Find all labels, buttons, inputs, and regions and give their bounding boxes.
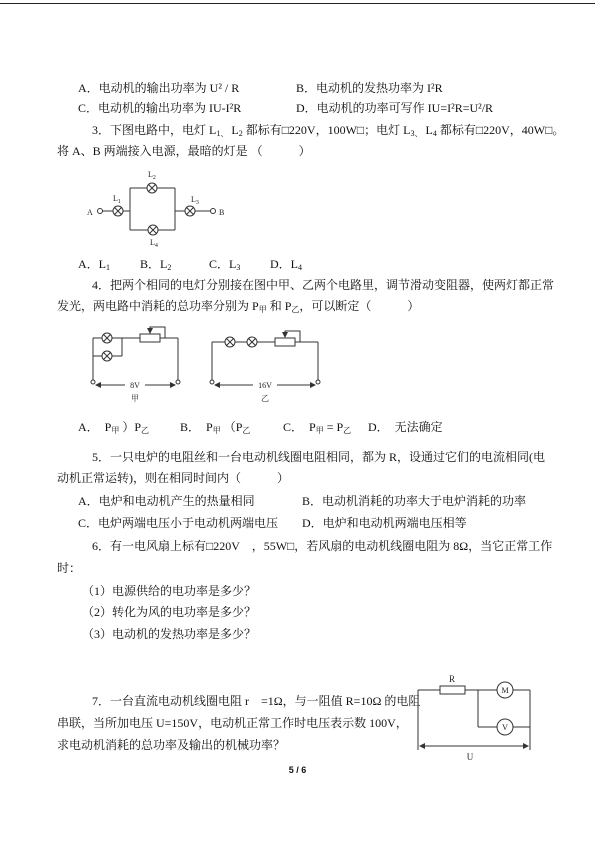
q3-stem-text: L bbox=[422, 123, 433, 137]
lamp-l1 bbox=[113, 206, 123, 216]
q2-option-a: A．电动机的输出功率为 U² / R bbox=[78, 81, 240, 95]
q3-stem-sub: 1、 bbox=[216, 129, 229, 138]
lamp-index: 2 bbox=[152, 175, 156, 181]
circuit-jia bbox=[91, 327, 180, 403]
terminal-a bbox=[98, 209, 103, 214]
q4-stem-text: 和 P bbox=[266, 299, 292, 313]
lamp-l2 bbox=[147, 183, 157, 193]
q5-option-a: A．电炉和电动机产生的热量相同 bbox=[78, 494, 255, 508]
option-text: B． P bbox=[180, 420, 213, 434]
q3-stem-text: 都标有□220V，100W□；电灯 L bbox=[242, 123, 411, 137]
option-sub: 乙 bbox=[242, 426, 251, 435]
motor-label: M bbox=[501, 686, 509, 695]
q5-option-d: D．电炉和电动机两端电压相等 bbox=[302, 516, 467, 530]
option-label: B．L bbox=[140, 257, 168, 271]
q7-line-3: 求电动机消耗的总功率及输出的机械功率？ bbox=[57, 738, 286, 752]
option-label: A．L bbox=[78, 257, 106, 271]
q5-stem-line-1: 5．一只电炉的电阻丝和一台电动机线圈电阻相同，都为 R，设通过它们的电流相同(电 bbox=[92, 450, 546, 464]
terminal bbox=[176, 380, 180, 384]
circuit-yi bbox=[210, 331, 320, 403]
option-text: = P bbox=[323, 420, 344, 434]
option-label: C．L bbox=[209, 257, 237, 271]
q6-stem-line-1: 6．有一电风扇上标有□220V ，55W□，若风扇的电动机线圈电阻为 8Ω，当它正常工作 bbox=[92, 539, 553, 553]
option-label: D．L bbox=[270, 257, 298, 271]
q7-circuit-diagram bbox=[410, 672, 540, 767]
voltmeter-label: V bbox=[502, 723, 508, 732]
q4-option-c bbox=[283, 419, 351, 435]
lamp-l3-label bbox=[191, 195, 199, 206]
page-number: 5 / 6 bbox=[288, 765, 307, 775]
q7-line-1: 7．一台直流电动机线圈电阻 r =1Ω，与一阻值 R=10Ω 的电阻 bbox=[92, 694, 421, 708]
terminal-b bbox=[211, 209, 216, 214]
q3-option-d bbox=[270, 256, 302, 272]
option-sub: 1 bbox=[106, 263, 110, 272]
jia-voltage-label: 8V bbox=[130, 381, 140, 390]
q4-stem-line-2 bbox=[57, 298, 419, 314]
rheostat-slider bbox=[150, 327, 165, 338]
q4-option-b bbox=[180, 419, 250, 435]
terminal bbox=[91, 380, 95, 384]
option-sub: 乙 bbox=[343, 426, 352, 435]
option-text: （P bbox=[220, 420, 243, 434]
q3-stem-line-2: 将 A、B 两端接入电源，最暗的灯是 （ ） bbox=[57, 144, 311, 158]
q4-stem-text: 发光，两电路中消耗的总功率分别为 P bbox=[57, 299, 259, 313]
lamp bbox=[102, 351, 112, 361]
q5-option-c: C．电炉两端电压小于电动机两端电压 bbox=[78, 516, 279, 530]
lamp-index: 3 bbox=[195, 200, 199, 206]
lamp-l4 bbox=[148, 225, 158, 235]
yi-caption: 乙 bbox=[261, 394, 269, 403]
q4-circuit-diagrams bbox=[85, 320, 325, 405]
option-text: D． 无法确定 bbox=[368, 420, 443, 434]
lamp bbox=[247, 337, 257, 347]
option-sub: 4 bbox=[298, 263, 302, 272]
q6-subquestion-1: （1）电源供给的电功率是多少？ bbox=[82, 584, 257, 598]
lamp-letter: L bbox=[148, 170, 153, 179]
lamp-index: 1 bbox=[117, 199, 121, 205]
q3-stem-text: 都标有□220V，40W□。 bbox=[436, 123, 565, 137]
resistor bbox=[440, 686, 465, 694]
rheostat-slider bbox=[285, 331, 300, 342]
option-text: ）P bbox=[119, 420, 142, 434]
option-sub: 乙 bbox=[141, 426, 150, 435]
q5-option-b: B．电动机消耗的功率大于电炉消耗的功率 bbox=[302, 494, 527, 508]
jia-caption: 甲 bbox=[131, 394, 139, 403]
q4-option-d bbox=[368, 419, 443, 435]
q3-stem-text: 3．下图电路中，电灯 L bbox=[92, 123, 217, 137]
rheostat bbox=[140, 334, 160, 342]
q6-stem-line-2: 时： bbox=[57, 561, 82, 575]
q2-option-b: B．电动机的发热功率为 I²R bbox=[296, 81, 443, 95]
q6-subquestion-2: （2）转化为风的电功率是多少？ bbox=[82, 605, 257, 619]
q3-stem-sub: 4 bbox=[432, 129, 437, 138]
option-text: A． P bbox=[78, 420, 112, 434]
terminal-a-label: A bbox=[87, 208, 93, 217]
q3-stem-text: L bbox=[228, 123, 239, 137]
voltage-label: U bbox=[466, 752, 474, 762]
option-text: C． P bbox=[283, 420, 316, 434]
lamp bbox=[225, 337, 235, 347]
q4-stem-sub: 乙 bbox=[291, 305, 300, 314]
option-sub: 2 bbox=[167, 263, 172, 272]
q3-stem-line-1 bbox=[92, 122, 564, 138]
lamp bbox=[102, 333, 112, 343]
option-sub: 甲 bbox=[111, 426, 120, 435]
lamp-letter: L bbox=[113, 194, 118, 203]
q6-subquestion-3: （3）电动机的发热功率是多少？ bbox=[82, 627, 257, 641]
q7-line-2: 串联，当所加电压 U=150V，电动机正常工作时电压表示数 100V， bbox=[57, 716, 408, 730]
q4-option-a bbox=[78, 419, 149, 435]
q4-stem-text: ，可以断定（ ） bbox=[299, 299, 420, 313]
q3-circuit-diagram bbox=[85, 163, 230, 251]
page-top-rule bbox=[0, 3, 595, 4]
q5-stem-line-2: 动机正常运转)，则在相同时间内（ ） bbox=[57, 471, 289, 485]
option-sub: 甲 bbox=[315, 426, 324, 435]
q3-option-c bbox=[209, 256, 240, 272]
terminal bbox=[210, 380, 214, 384]
terminal-b-label: B bbox=[219, 208, 225, 217]
lamp-letter: L bbox=[150, 238, 155, 247]
q2-option-d: D．电动机的功率可写作 IU=I²R=U²/R bbox=[296, 101, 494, 115]
q3-stem-sub: 3、 bbox=[410, 129, 423, 138]
option-sub: 3 bbox=[236, 263, 241, 272]
q2-option-c: C．电动机的输出功率为 IU-I²R bbox=[78, 101, 242, 115]
yi-voltage-label: 16V bbox=[258, 381, 272, 390]
lamp-l2-label bbox=[148, 170, 156, 181]
option-sub: 甲 bbox=[212, 426, 221, 435]
resistor-label: R bbox=[448, 674, 456, 684]
q4-stem-line-1: 4．把两个相同的电灯分别接在图中甲、乙两个电路里，调节滑动变阻器，使两灯都正常 bbox=[92, 278, 555, 292]
terminal bbox=[316, 380, 320, 384]
lamp-l4-label bbox=[150, 238, 158, 249]
q3-option-a bbox=[78, 256, 110, 272]
lamp-index: 4 bbox=[154, 243, 158, 249]
q3-stem-sub: 2 bbox=[238, 129, 243, 138]
lamp-l1-label bbox=[113, 194, 121, 205]
q3-option-b bbox=[140, 256, 171, 272]
lamp-l3 bbox=[185, 206, 195, 216]
rheostat bbox=[275, 338, 295, 346]
lamp-letter: L bbox=[191, 195, 196, 204]
q4-stem-sub: 甲 bbox=[258, 305, 267, 314]
